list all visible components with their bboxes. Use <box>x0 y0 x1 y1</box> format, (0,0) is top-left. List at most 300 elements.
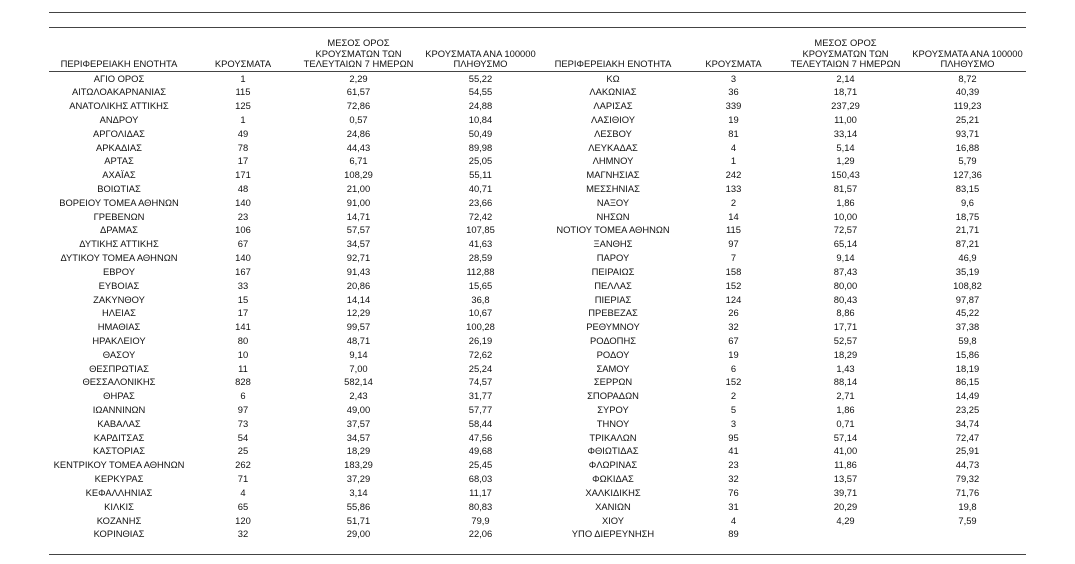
table-row <box>49 362 1026 376</box>
right-avg7-cell: 2,71 <box>836 390 855 402</box>
right-cases-cell: 7 <box>730 252 737 264</box>
left-avg7-cell: 55,86 <box>346 500 371 512</box>
right-avg7-cell: 150,43 <box>831 169 860 181</box>
left-region-cell: ΘΕΣΠΡΩΤΙΑΣ <box>89 362 149 374</box>
right-cases-cell: 2 <box>730 390 737 402</box>
left-cases-cell: 17 <box>237 155 249 167</box>
right-cases-cell: 81 <box>728 127 739 139</box>
right-avg7-cell: 11,86 <box>834 459 857 471</box>
left-cases-cell: 140 <box>235 196 251 208</box>
left-per100k-cell: 58,44 <box>468 417 493 429</box>
right-avg7-cell: 4,29 <box>836 514 855 526</box>
left-region-cell: ΚΕΝΤΡΙΚΟΥ ΤΟΜΕΑ ΑΘΗΝΩΝ <box>53 459 185 471</box>
left-avg7-cell: 183,29 <box>344 459 373 471</box>
right-per100k-cell <box>909 527 1026 541</box>
table-row <box>49 403 1026 417</box>
left-region-cell: ΗΛΕΙΑΣ <box>102 307 136 319</box>
right-cases-cell: 23 <box>728 459 739 471</box>
left-region-cell: ΑΡΚΑΔΙΑΣ <box>96 141 142 153</box>
table-row <box>49 168 1026 182</box>
top-rule-2 <box>49 27 1026 28</box>
left-region-cell: ΑΓΙΟ ΟΡΟΣ <box>93 72 145 84</box>
right-avg7-cell: 18,29 <box>833 348 858 360</box>
right-cases-cell: 124 <box>725 293 742 305</box>
header-avg7-line2: ΚΡΟΥΣΜΑΤΩΝ ΤΩΝ <box>315 47 402 59</box>
left-avg7-cell: 34,57 <box>346 431 371 443</box>
right-region-cell: ΦΘΙΩΤΙΔΑΣ <box>587 445 639 457</box>
left-region-cell: ΗΡΑΚΛΕΙΟΥ <box>92 334 146 346</box>
right-region-cell: ΥΠΟ ΔΙΕΡΕΥΝΗΣΗ <box>571 528 655 540</box>
left-cases-cell: 67 <box>237 238 249 250</box>
right-cases-cell: 115 <box>726 224 741 236</box>
table-row <box>49 265 1026 279</box>
table-row <box>49 85 1026 99</box>
right-region-cell: ΛΕΣΒΟΥ <box>594 127 632 139</box>
table-row <box>49 251 1026 265</box>
header-cases-right: ΚΡΟΥΣΜΑΤΑ <box>685 38 782 71</box>
right-avg7-cell: 39,71 <box>833 486 858 498</box>
left-per100k-cell: 107,85 <box>466 224 495 236</box>
right-cases-cell: 26 <box>728 307 739 319</box>
left-cases-cell: 33 <box>237 279 249 291</box>
left-avg7-cell: 29,00 <box>346 528 371 540</box>
right-avg7-cell: 65,14 <box>833 238 858 250</box>
right-cases-cell: 152 <box>725 376 742 388</box>
table-row <box>49 514 1026 528</box>
table-row <box>49 141 1026 155</box>
left-region-cell: ΒΟΡΕΙΟΥ ΤΟΜΕΑ ΑΘΗΝΩΝ <box>59 196 179 208</box>
left-per100k-cell: 112,88 <box>466 265 495 277</box>
left-cases-cell: 10 <box>237 348 249 360</box>
right-per100k-cell: 87,21 <box>955 238 980 250</box>
right-per100k-cell: 86,15 <box>955 376 980 388</box>
right-cases-cell: 36 <box>728 86 739 98</box>
right-cases-cell: 4 <box>730 514 737 526</box>
table-row <box>49 348 1026 362</box>
right-avg7-cell: 17,71 <box>833 321 858 333</box>
right-region-cell: ΣΠΟΡΑΔΩΝ <box>587 390 639 402</box>
left-per100k-cell: 36,8 <box>471 293 490 305</box>
table-row <box>49 306 1026 320</box>
left-per100k-cell: 74,57 <box>468 376 493 388</box>
right-region-cell: ΧΑΝΙΩΝ <box>595 500 631 512</box>
right-per100k-cell: 46,9 <box>958 252 977 264</box>
right-cases-cell: 152 <box>725 279 742 291</box>
right-cases-cell: 3 <box>730 72 737 84</box>
right-per100k-cell: 45,22 <box>955 307 980 319</box>
header-per100k-line1: ΚΡΟΥΣΜΑΤΑ ΑΝΑ 100000 <box>912 47 1023 59</box>
right-cases-cell: 41 <box>728 445 739 457</box>
right-per100k-cell: 25,91 <box>955 445 980 457</box>
left-avg7-cell: 61,57 <box>346 86 371 98</box>
header-avg7-line3: ΤΕΛΕΥΤΑΙΩΝ 7 ΗΜΕΡΩΝ <box>303 58 414 69</box>
bottom-rule <box>49 554 1026 555</box>
right-region-cell: ΣΑΜΟΥ <box>596 362 630 374</box>
right-region-cell: ΠΑΡΟΥ <box>596 252 630 264</box>
left-avg7-cell: 49,00 <box>346 404 371 415</box>
right-per100k-cell: 34,74 <box>955 417 980 429</box>
left-cases-cell: 106 <box>235 224 251 236</box>
left-per100k-cell: 41,63 <box>468 238 493 250</box>
left-region-cell: ΚΕΦΑΛΛΗΝΙΑΣ <box>85 486 153 498</box>
right-avg7-cell: 8,86 <box>836 307 855 319</box>
left-avg7-cell: 7,00 <box>349 362 368 374</box>
right-region-cell: ΠΕΙΡΑΙΩΣ <box>591 265 635 277</box>
left-cases-cell: 4 <box>240 486 246 498</box>
table-row <box>49 293 1026 307</box>
right-per100k-cell: 40,39 <box>955 86 980 98</box>
right-per100k-cell: 19,8 <box>958 500 977 512</box>
header-per100k-line2: ΠΛΗΘΥΣΜΟ <box>940 58 995 69</box>
right-cases-cell: 4 <box>730 141 737 153</box>
left-avg7-cell: 20,86 <box>346 279 371 291</box>
left-region-cell: ΖΑΚΥΝΘΟΥ <box>93 293 145 305</box>
left-per100k-cell: 55,11 <box>469 169 492 181</box>
right-region-cell: ΠΙΕΡΙΑΣ <box>594 293 632 305</box>
left-cases-cell: 11 <box>238 362 248 374</box>
right-per100k-cell: 9,6 <box>960 196 975 208</box>
right-per100k-cell: 18,75 <box>955 210 980 222</box>
right-cases-cell: 5 <box>730 404 737 415</box>
left-avg7-cell: 2,29 <box>349 72 368 84</box>
header-avg7-line1: ΜΕΣΟΣ ΟΡΟΣ <box>814 37 877 48</box>
right-per100k-cell: 72,47 <box>955 431 980 443</box>
right-avg7-cell: 1,43 <box>836 362 855 374</box>
header-row <box>49 38 1026 71</box>
left-avg7-cell: 9,14 <box>349 348 368 360</box>
right-region-cell: ΤΗΝΟΥ <box>596 417 630 429</box>
left-per100k-cell: 80,83 <box>468 500 493 512</box>
left-region-cell: ΓΡΕΒΕΝΩΝ <box>93 210 145 222</box>
right-region-cell: ΤΡΙΚΑΛΩΝ <box>589 431 637 443</box>
right-avg7-cell: 72,57 <box>833 224 858 236</box>
left-cases-cell: 32 <box>237 528 249 540</box>
right-region-cell: ΠΕΛΛΑΣ <box>594 279 632 291</box>
left-region-cell: ΚΑΣΤΟΡΙΑΣ <box>92 445 146 457</box>
left-cases-cell: 73 <box>237 417 249 429</box>
left-region-cell: ΚΑΒΑΛΑΣ <box>97 417 141 429</box>
right-region-cell: ΝΗΣΩΝ <box>596 210 630 222</box>
table-row <box>49 223 1026 237</box>
right-per100k-cell: 119,23 <box>953 100 982 112</box>
left-cases-cell: 140 <box>235 252 251 264</box>
left-region-cell: ΑΡΤΑΣ <box>104 155 134 167</box>
table-row <box>49 417 1026 431</box>
right-per100k-cell: 44,73 <box>955 459 980 471</box>
left-avg7-cell: 2,43 <box>349 390 368 402</box>
right-avg7-cell: 0,71 <box>836 417 855 429</box>
left-per100k-cell: 68,03 <box>468 473 493 485</box>
right-avg7-cell: 80,43 <box>833 293 858 305</box>
table-row <box>49 113 1026 127</box>
cases-table <box>49 38 1026 541</box>
left-region-cell: ΕΒΡΟΥ <box>102 265 135 277</box>
left-cases-cell: 80 <box>237 334 249 346</box>
left-per100k-cell: 57,77 <box>468 404 493 415</box>
right-region-cell: ΧΙΟΥ <box>601 514 625 526</box>
right-per100k-cell: 97,87 <box>955 293 980 305</box>
left-per100k-cell: 49,68 <box>468 445 493 457</box>
right-per100k-cell: 8,72 <box>958 72 977 84</box>
right-avg7-cell: 81,57 <box>833 183 858 194</box>
left-cases-cell: 23 <box>237 210 249 222</box>
left-region-cell: ΕΥΒΟΙΑΣ <box>98 279 140 291</box>
left-per100k-cell: 54,55 <box>468 86 493 98</box>
left-per100k-cell: 50,49 <box>468 127 493 139</box>
left-avg7-cell: 51,71 <box>346 514 371 526</box>
left-per100k-cell: 31,77 <box>468 390 493 402</box>
left-region-cell: ΔΥΤΙΚΗΣ ΑΤΤΙΚΗΣ <box>79 238 159 250</box>
right-avg7-cell: 80,00 <box>833 279 858 291</box>
left-cases-cell: 48 <box>237 183 249 194</box>
left-region-cell: ΚΑΡΔΙΤΣΑΣ <box>93 431 145 443</box>
right-region-cell: ΝΑΞΟΥ <box>596 196 630 208</box>
right-region-cell: ΛΕΥΚΑΔΑΣ <box>588 141 638 153</box>
header-per100k-left <box>420 38 541 71</box>
header-region-left: ΠΕΡΙΦΕΡΕΙΑΚΗ ΕΝΟΤΗΤΑ <box>49 38 189 71</box>
right-cases-cell: 95 <box>728 431 739 443</box>
right-avg7-cell: 33,14 <box>833 127 858 139</box>
right-per100k-cell: 93,71 <box>955 127 980 139</box>
table-row <box>49 458 1026 472</box>
table-row <box>49 279 1026 293</box>
header-per100k-line2: ΠΛΗΘΥΣΜΟ <box>453 58 508 69</box>
left-cases-cell: 6 <box>240 390 246 402</box>
left-cases-cell: 141 <box>235 321 251 333</box>
right-per100k-cell: 21,71 <box>955 224 980 236</box>
left-cases-cell: 167 <box>235 265 251 277</box>
left-region-cell: ΚΟΖΑΝΗΣ <box>96 514 142 526</box>
right-region-cell: ΛΑΡΙΣΑΣ <box>593 100 633 112</box>
right-region-cell: ΧΑΛΚΙΔΙΚΗΣ <box>585 486 641 498</box>
right-per100k-cell: 108,82 <box>953 279 982 291</box>
left-per100k-cell: 22,06 <box>468 528 493 540</box>
right-per100k-cell: 37,38 <box>955 321 980 333</box>
table-row <box>49 375 1026 389</box>
right-per100k-cell: 79,32 <box>955 473 980 485</box>
right-region-cell: ΛΑΚΩΝΙΑΣ <box>589 86 637 98</box>
right-cases-cell: 32 <box>728 321 739 333</box>
right-per100k-cell: 16,88 <box>955 141 980 153</box>
right-avg7-cell: 20,29 <box>833 500 858 512</box>
header-avg7-line2: ΚΡΟΥΣΜΑΤΩΝ ΤΩΝ <box>802 47 889 59</box>
right-per100k-cell: 35,19 <box>955 265 980 277</box>
right-avg7-cell: 18,71 <box>833 86 858 98</box>
right-per100k-cell: 23,25 <box>955 404 980 415</box>
left-avg7-cell: 0,57 <box>349 113 368 125</box>
header-avg7-right <box>782 38 909 71</box>
left-avg7-cell: 34,57 <box>346 238 371 250</box>
left-per100k-cell: 55,22 <box>468 72 493 84</box>
right-avg7-cell: 57,14 <box>833 431 858 443</box>
right-avg7-cell: 1,86 <box>836 404 855 415</box>
table-body <box>49 71 1026 541</box>
left-cases-cell: 125 <box>235 100 251 112</box>
right-region-cell: ΡΕΘΥΜΝΟΥ <box>586 321 640 333</box>
left-per100k-cell: 72,62 <box>468 348 493 360</box>
left-per100k-cell: 26,19 <box>468 334 493 346</box>
right-cases-cell: 19 <box>728 113 739 125</box>
left-avg7-cell: 14,71 <box>346 210 371 222</box>
table-row <box>49 472 1026 486</box>
left-avg7-cell: 12,29 <box>346 307 371 319</box>
right-per100k-cell: 59,8 <box>958 334 977 346</box>
right-region-cell: ΝΟΤΙΟΥ ΤΟΜΕΑ ΑΘΗΝΩΝ <box>556 224 670 236</box>
right-cases-cell: 97 <box>728 238 739 250</box>
left-cases-cell: 115 <box>235 86 251 98</box>
left-per100k-cell: 15,65 <box>468 279 493 291</box>
right-cases-cell: 2 <box>730 196 737 208</box>
right-avg7-cell: 1,86 <box>836 196 855 208</box>
left-per100k-cell: 24,88 <box>468 100 493 112</box>
right-region-cell: ΠΡΕΒΕΖΑΣ <box>588 307 638 319</box>
right-avg7-cell: 2,14 <box>836 72 855 84</box>
left-cases-cell: 1 <box>240 72 246 84</box>
left-per100k-cell: 89,98 <box>468 141 493 153</box>
left-per100k-cell: 28,59 <box>468 252 493 264</box>
left-avg7-cell: 37,29 <box>346 473 371 485</box>
table-row <box>49 527 1026 541</box>
right-cases-cell: 3 <box>730 417 737 429</box>
right-per100k-cell: 15,86 <box>955 348 980 360</box>
left-per100k-cell: 100,28 <box>466 321 495 333</box>
right-region-cell: ΛΗΜΝΟΥ <box>592 155 634 167</box>
left-region-cell: ΚΙΛΚΙΣ <box>104 500 134 512</box>
right-region-cell: ΡΟΔΟΠΗΣ <box>589 334 637 346</box>
right-region-cell: ΜΕΣΣΗΝΙΑΣ <box>586 183 640 194</box>
right-cases-cell: 6 <box>730 362 737 374</box>
left-region-cell: ΑΙΤΩΛΟΑΚΑΡΝΑΝΙΑΣ <box>71 86 167 98</box>
right-avg7-cell: 88,14 <box>833 376 858 388</box>
left-cases-cell: 25 <box>237 445 249 457</box>
left-region-cell: ΑΡΓΟΛΙΔΑΣ <box>93 127 145 139</box>
header-avg7-left <box>297 38 420 71</box>
right-cases-cell: 339 <box>725 100 742 112</box>
right-region-cell: ΞΑΝΘΗΣ <box>593 238 633 250</box>
left-per100k-cell: 25,05 <box>468 155 493 167</box>
header-per100k-right <box>909 38 1026 71</box>
left-per100k-cell: 25,45 <box>468 459 493 471</box>
right-region-cell: ΚΩ <box>606 72 620 84</box>
left-cases-cell: 54 <box>237 431 249 443</box>
left-avg7-cell: 48,71 <box>346 334 371 346</box>
left-avg7-cell: 21,00 <box>346 183 371 194</box>
left-avg7-cell: 57,57 <box>346 224 371 236</box>
right-per100k-cell: 83,15 <box>955 183 980 194</box>
table-row <box>49 334 1026 348</box>
left-per100k-cell: 47,56 <box>468 431 493 443</box>
right-per100k-cell: 5,79 <box>958 155 977 167</box>
table-row <box>49 486 1026 500</box>
right-cases-cell: 19 <box>728 348 739 360</box>
left-region-cell: ΑΧΑΪΑΣ <box>102 169 136 181</box>
left-region-cell: ΔΡΑΜΑΣ <box>100 224 138 236</box>
right-cases-cell: 14 <box>728 210 739 222</box>
left-avg7-cell: 3,14 <box>349 486 368 498</box>
right-avg7-cell: 237,29 <box>831 100 860 112</box>
right-cases-cell: 32 <box>728 473 739 485</box>
table-row <box>49 196 1026 210</box>
left-cases-cell: 120 <box>235 514 251 526</box>
header-avg7-line1: ΜΕΣΟΣ ΟΡΟΣ <box>327 37 390 48</box>
left-per100k-cell: 10,84 <box>468 113 493 125</box>
right-per100k-cell: 25,21 <box>955 113 980 125</box>
left-avg7-cell: 6,71 <box>349 155 368 167</box>
right-avg7-cell: 52,57 <box>833 334 858 346</box>
left-cases-cell: 78 <box>237 141 249 153</box>
left-avg7-cell: 108,29 <box>344 169 373 181</box>
right-avg7-cell: 13,57 <box>833 473 858 485</box>
left-per100k-cell: 11,17 <box>469 486 492 498</box>
left-region-cell: ΑΝΔΡΟΥ <box>99 113 139 125</box>
left-region-cell: ΘΕΣΣΑΛΟΝΙΚΗΣ <box>82 376 156 388</box>
right-cases-cell: 158 <box>725 265 742 277</box>
left-region-cell: ΘΑΣΟΥ <box>102 348 136 360</box>
right-avg7-cell <box>782 527 909 541</box>
left-avg7-cell: 24,86 <box>346 127 371 139</box>
left-region-cell: ΚΕΡΚΥΡΑΣ <box>94 473 144 485</box>
left-region-cell: ΔΥΤΙΚΟΥ ΤΟΜΕΑ ΑΘΗΝΩΝ <box>60 252 178 264</box>
left-cases-cell: 828 <box>235 376 251 388</box>
header-cases-left: ΚΡΟΥΣΜΑΤΑ <box>189 38 297 71</box>
right-region-cell: ΦΩΚΙΔΑΣ <box>592 473 634 485</box>
left-region-cell: ΘΗΡΑΣ <box>103 390 135 402</box>
table-row <box>49 99 1026 113</box>
left-region-cell: ΑΝΑΤΟΛΙΚΗΣ ΑΤΤΙΚΗΣ <box>69 100 169 112</box>
table-row <box>49 71 1026 85</box>
left-cases-cell: 97 <box>237 404 249 415</box>
right-per100k-cell: 71,76 <box>955 486 980 498</box>
right-cases-cell: 67 <box>728 334 739 346</box>
left-per100k-cell: 23,66 <box>468 196 493 208</box>
right-avg7-cell: 41,00 <box>833 445 858 457</box>
left-cases-cell: 71 <box>237 473 249 485</box>
right-per100k-cell: 7,59 <box>958 514 977 526</box>
right-region-cell: ΜΑΓΝΗΣΙΑΣ <box>586 169 640 181</box>
left-avg7-cell: 14,14 <box>346 293 371 305</box>
table-row <box>49 237 1026 251</box>
left-per100k-cell: 25,24 <box>468 362 493 374</box>
table-row <box>49 320 1026 334</box>
right-cases-cell: 1 <box>730 155 737 167</box>
header-region-right: ΠΕΡΙΦΕΡΕΙΑΚΗ ΕΝΟΤΗΤΑ <box>541 38 685 71</box>
table-row <box>49 444 1026 458</box>
left-avg7-cell: 37,57 <box>346 417 371 429</box>
right-avg7-cell: 87,43 <box>833 265 858 277</box>
right-cases-cell: 76 <box>728 486 739 498</box>
table-row <box>49 182 1026 196</box>
left-avg7-cell: 92,71 <box>346 252 371 264</box>
left-avg7-cell: 91,00 <box>346 196 371 208</box>
right-per100k-cell: 18,19 <box>955 362 980 374</box>
right-per100k-cell: 14,49 <box>955 390 980 402</box>
left-per100k-cell: 10,67 <box>468 307 493 319</box>
right-region-cell: ΡΟΔΟΥ <box>596 348 630 360</box>
left-cases-cell: 65 <box>237 500 249 512</box>
left-region-cell: ΚΟΡΙΝΘΙΑΣ <box>93 528 145 540</box>
left-avg7-cell: 72,86 <box>346 100 371 112</box>
right-region-cell: ΛΑΣΙΘΙΟΥ <box>590 113 636 125</box>
right-region-cell: ΣΥΡΟΥ <box>597 404 629 415</box>
left-region-cell: ΒΟΙΩΤΙΑΣ <box>97 183 141 194</box>
left-avg7-cell: 582,14 <box>344 376 373 388</box>
right-avg7-cell: 11,00 <box>834 113 857 125</box>
right-avg7-cell: 10,00 <box>833 210 858 222</box>
right-cases-cell: 89 <box>728 528 739 540</box>
left-per100k-cell: 72,42 <box>468 210 493 222</box>
left-per100k-cell: 40,71 <box>468 183 493 194</box>
table-row <box>49 500 1026 514</box>
